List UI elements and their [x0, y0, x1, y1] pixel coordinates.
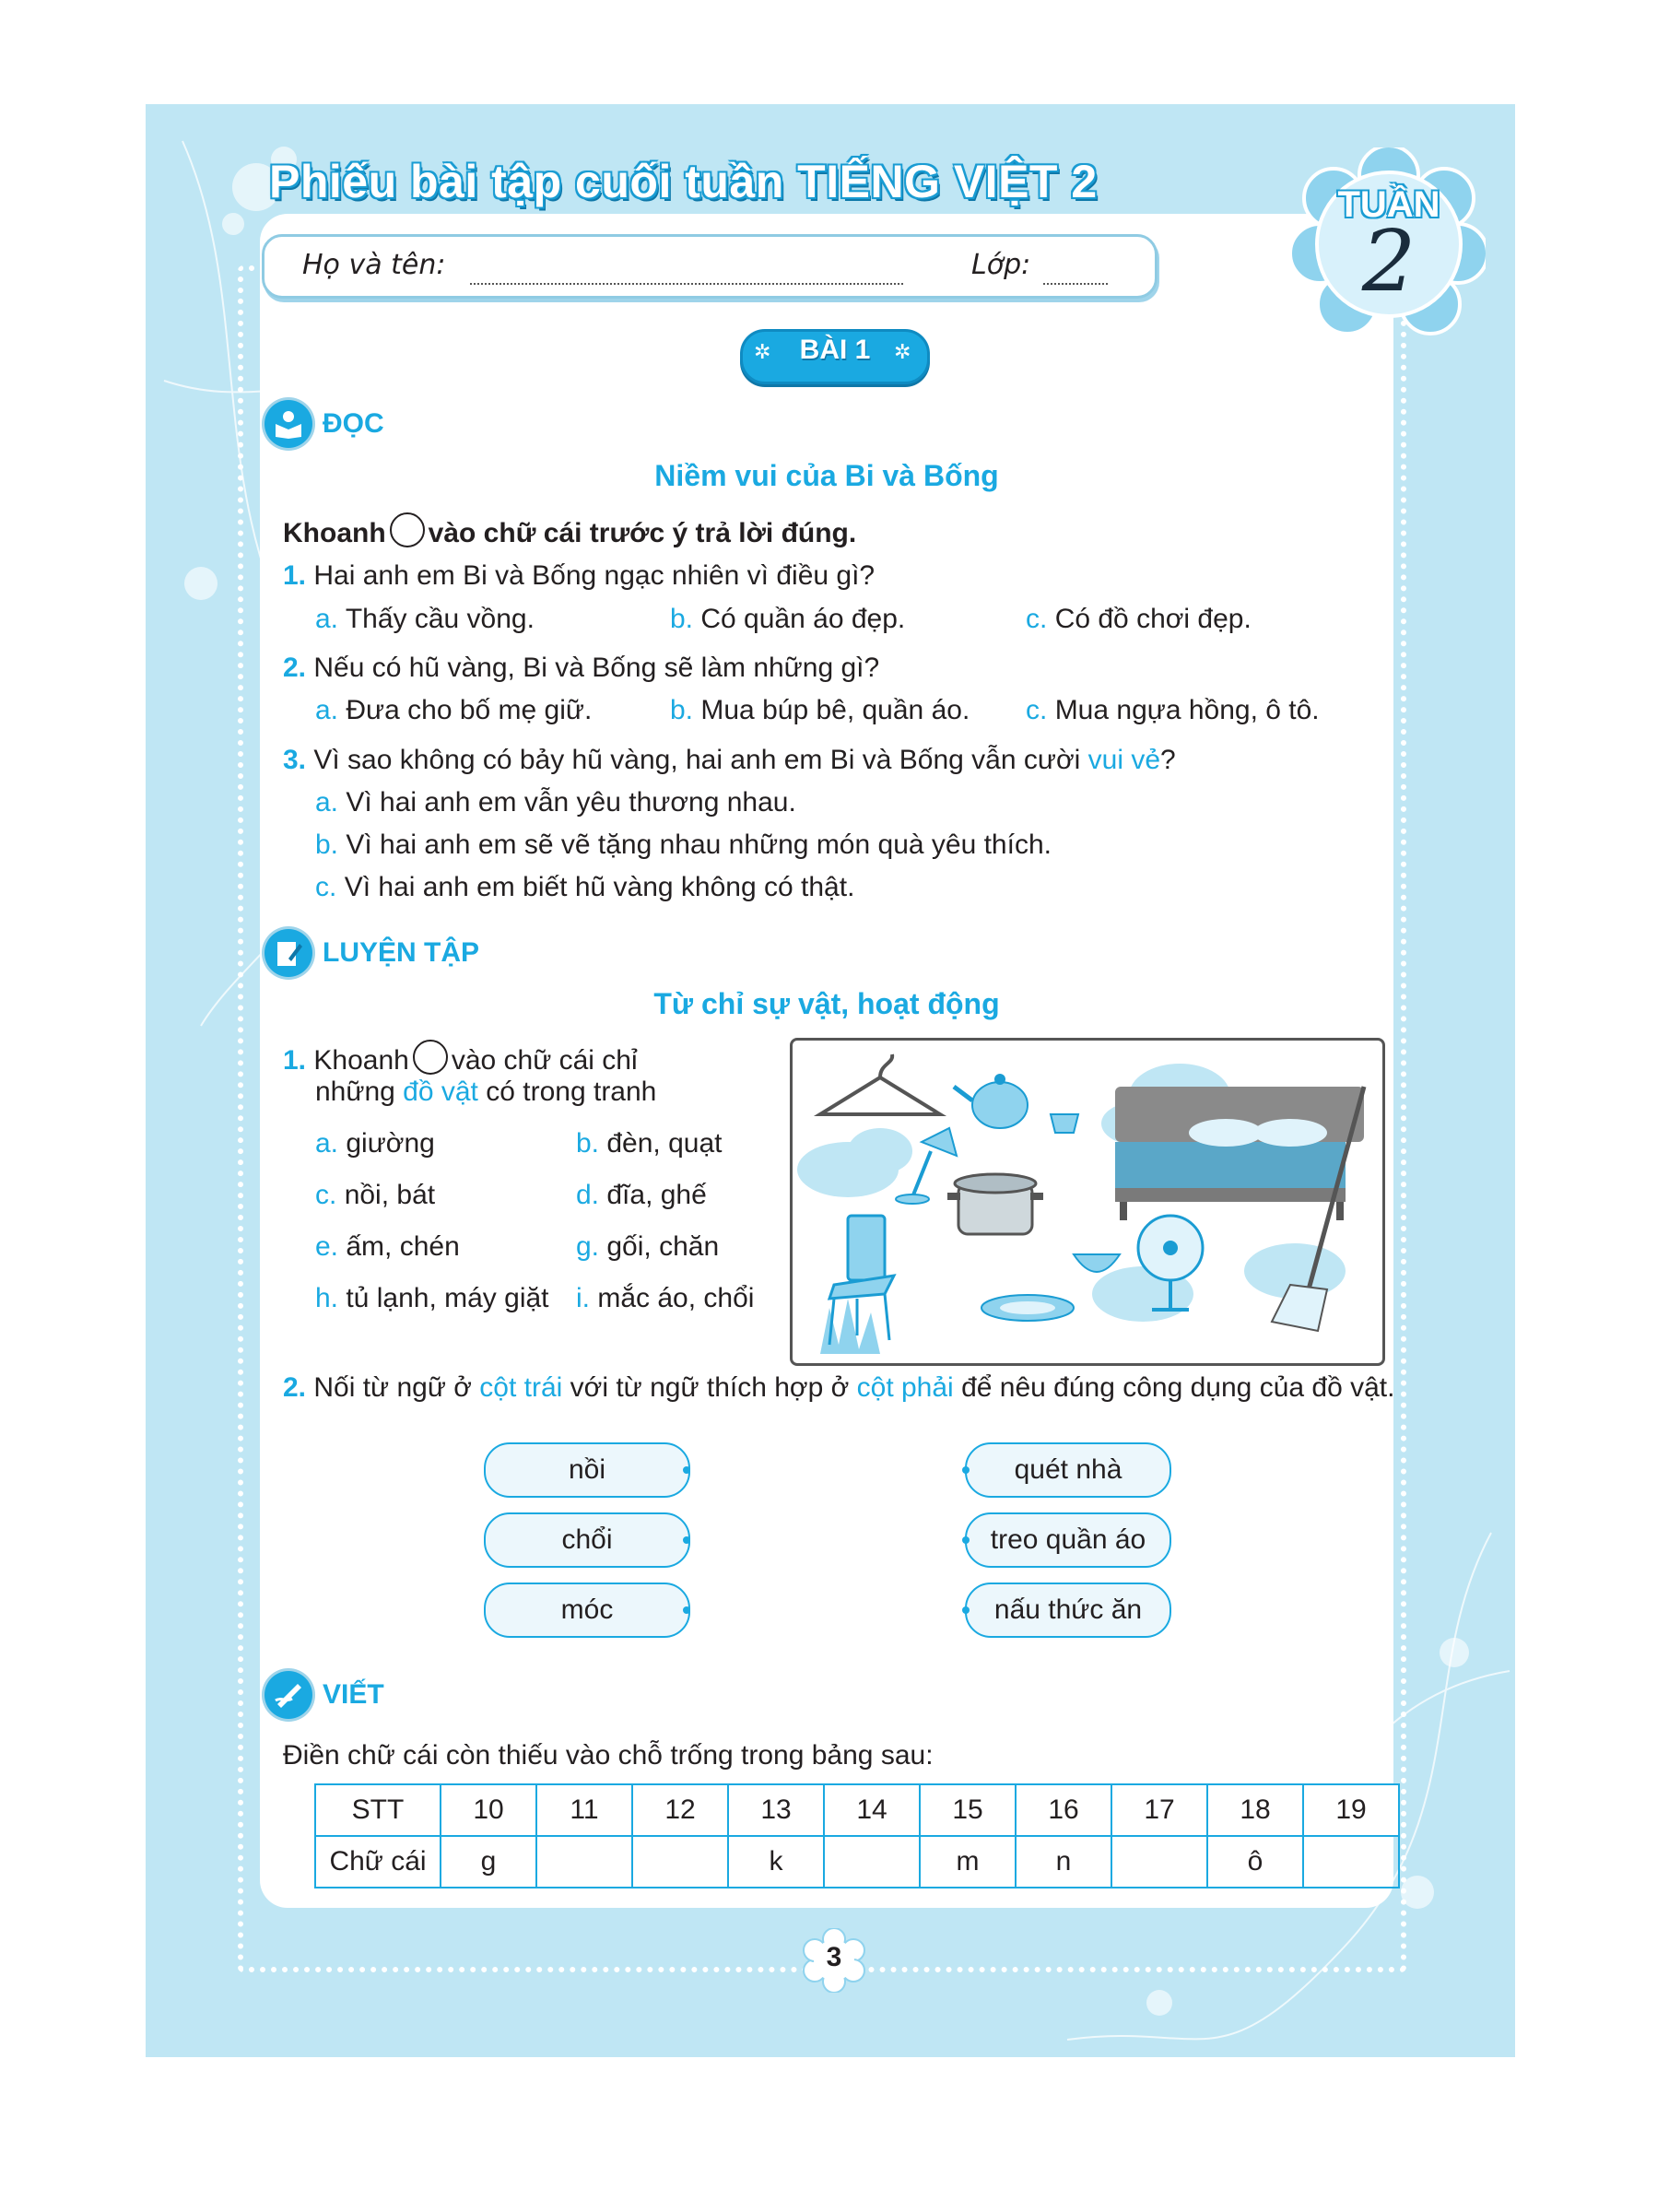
match-dot[interactable]: [962, 1466, 970, 1474]
class-label: Lớp:: [971, 249, 1031, 281]
match-dot[interactable]: [683, 1536, 690, 1544]
week-label: TUẦN: [1337, 184, 1440, 225]
snowflake-icon: ✲: [754, 340, 771, 363]
letter-cell: n: [1016, 1836, 1111, 1888]
teapot-icon: [954, 1074, 1028, 1128]
table-header-cell: STT: [315, 1784, 441, 1836]
match-dot[interactable]: [962, 1536, 970, 1544]
practice-question-1-line1: 1. Khoanh vào chữ cái chỉ: [283, 1040, 638, 1077]
table-cell: 19: [1303, 1784, 1399, 1836]
q1-option-b[interactable]: b. Có quần áo đẹp.: [670, 604, 906, 634]
reading-book-icon: [264, 400, 312, 448]
match-left-item[interactable]: nồi: [484, 1442, 690, 1498]
letter-blank-cell[interactable]: [824, 1836, 920, 1888]
letter-cell: ô: [1207, 1836, 1303, 1888]
table-cell: 10: [441, 1784, 536, 1836]
q2-option-b[interactable]: b. Mua búp bê, quần áo.: [670, 695, 970, 725]
match-left-item[interactable]: móc: [484, 1583, 690, 1638]
page-number: 3: [826, 1942, 842, 1972]
notebook-pencil-icon: [264, 929, 312, 977]
q3-option-a[interactable]: a. Vì hai anh em vẫn yêu thương nhau.: [315, 787, 796, 818]
match-dot[interactable]: [683, 1606, 690, 1614]
match-dot[interactable]: [962, 1606, 970, 1614]
lesson-label: BÀI 1: [799, 335, 871, 365]
pot-icon: [947, 1174, 1043, 1234]
q1-option-a[interactable]: a. Thấy cầu vồng.: [315, 604, 535, 634]
teacup-icon: [1051, 1114, 1078, 1133]
q3-option-c[interactable]: c. Vì hai anh em biết hũ vàng không có thật.: [315, 872, 855, 902]
table-cell: 17: [1111, 1784, 1207, 1836]
topic-title: Từ chỉ sự vật, hoạt động: [653, 987, 1000, 1020]
match-left-item[interactable]: chổi: [484, 1512, 690, 1568]
table-cell: 14: [824, 1784, 920, 1836]
pq1-option-c[interactable]: c. nồi, bát: [315, 1180, 436, 1210]
circle-symbol-icon: [390, 512, 425, 547]
q1-option-c[interactable]: c. Có đồ chơi đẹp.: [1026, 604, 1252, 634]
plate-icon: [981, 1295, 1074, 1321]
letter-blank-cell[interactable]: [632, 1836, 728, 1888]
reading-section-title: ĐỌC: [323, 408, 384, 439]
story-title: Niềm vui của Bi và Bống: [654, 459, 999, 492]
reading-question-1: 1. Hai anh em Bi và Bống ngạc nhiên vì điều gì?: [283, 560, 876, 591]
q3-option-b[interactable]: b. Vì hai anh em sẽ vẽ tặng nhau những món quà yêu thích.: [315, 830, 1052, 860]
name-label: Họ và tên:: [302, 249, 446, 281]
letter-cell: g: [441, 1836, 536, 1888]
pq1-option-h[interactable]: h. tủ lạnh, máy giặt: [315, 1283, 549, 1313]
practice-question-2: 2. Nối từ ngữ ở cột trái với từ ngữ thích hợp ở cột phải để nêu đúng công dụng của đồ vật.: [283, 1372, 1395, 1403]
writing-instruction: Điền chữ cái còn thiếu vào chỗ trống trong bảng sau:: [283, 1740, 934, 1771]
table-cell: 12: [632, 1784, 728, 1836]
letter-blank-cell[interactable]: [536, 1836, 632, 1888]
match-dot[interactable]: [683, 1466, 690, 1474]
match-right-item[interactable]: treo quần áo: [965, 1512, 1171, 1568]
name-input-line[interactable]: [470, 283, 903, 285]
pq1-option-i[interactable]: i. mắc áo, chổi: [576, 1283, 755, 1313]
bowl-icon: [1074, 1254, 1120, 1272]
match-right-item[interactable]: nấu thức ăn: [965, 1583, 1171, 1638]
pq1-option-a[interactable]: a. giường: [315, 1128, 435, 1159]
table-cell: 11: [536, 1784, 632, 1836]
table-row: [315, 1784, 1399, 1836]
household-items-picture: [790, 1038, 1385, 1366]
table-cell: 18: [1207, 1784, 1303, 1836]
table-header-cell: Chữ cái: [315, 1836, 441, 1888]
class-input-line[interactable]: [1043, 283, 1108, 285]
pq1-option-d[interactable]: d. đĩa, ghế: [576, 1180, 707, 1210]
circle-symbol-icon: [413, 1040, 448, 1075]
match-right-item[interactable]: quét nhà: [965, 1442, 1171, 1498]
table-cell: 15: [920, 1784, 1016, 1836]
snowflake-icon: ✲: [894, 340, 911, 363]
letter-cell: k: [728, 1836, 824, 1888]
pq1-option-g[interactable]: g. gối, chăn: [576, 1231, 720, 1262]
reading-question-3: 3. Vì sao không có bảy hũ vàng, hai anh em Bi và Bống vẫn cười vui vẻ?: [283, 745, 1176, 775]
writing-section-title: VIẾT: [323, 1679, 384, 1710]
letter-blank-cell[interactable]: [1303, 1836, 1399, 1888]
reading-question-2: 2. Nếu có hũ vàng, Bi và Bống sẽ làm những gì?: [283, 653, 880, 683]
pq1-option-b[interactable]: b. đèn, quạt: [576, 1128, 723, 1159]
chair-icon: [829, 1216, 894, 1345]
letter-cell: m: [920, 1836, 1016, 1888]
practice-section-title: LUYỆN TẬP: [323, 937, 480, 968]
letter-blank-cell[interactable]: [1111, 1836, 1207, 1888]
writing-hand-icon: [264, 1671, 312, 1719]
table-cell: 13: [728, 1784, 824, 1836]
hanger-icon: [820, 1054, 940, 1114]
q2-option-c[interactable]: c. Mua ngựa hồng, ô tô.: [1026, 695, 1320, 725]
reading-instruction: Khoanh vào chữ cái trước ý trả lời đúng.: [283, 512, 856, 549]
week-number: 2: [1361, 212, 1416, 311]
q2-option-a[interactable]: a. Đưa cho bố mẹ giữ.: [315, 695, 593, 725]
table-row: [315, 1836, 1399, 1888]
pq1-option-e[interactable]: e. ấm, chén: [315, 1231, 460, 1262]
practice-question-1-line2: những đồ vật có trong tranh: [315, 1077, 657, 1107]
alphabet-table: [314, 1783, 1400, 1888]
table-cell: 16: [1016, 1784, 1111, 1836]
page-title: Phiếu bài tập cuối tuần TIẾNG VIỆT 2: [269, 156, 1098, 207]
bed-icon: [1115, 1087, 1364, 1220]
